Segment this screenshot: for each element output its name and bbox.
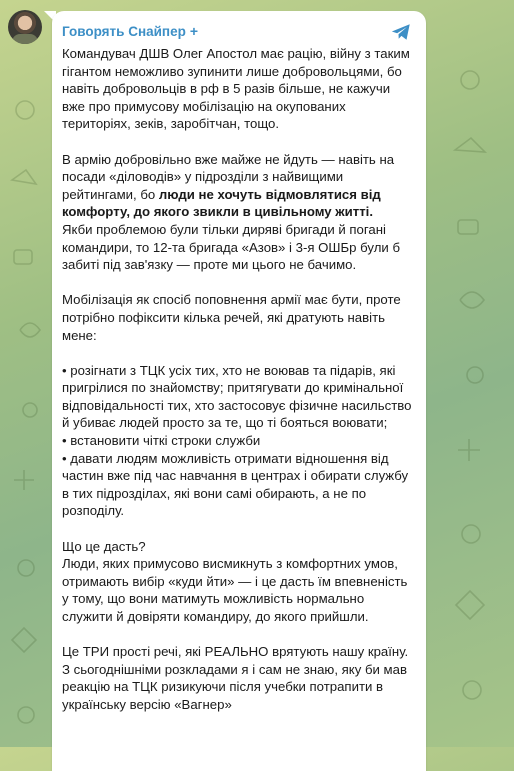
question-line: Що це дасть? bbox=[62, 538, 146, 554]
paragraph-2-bold: люди не хочуть відмовлятися від комфорту, до якого звикли в цивільному житті. bbox=[62, 186, 381, 220]
message-text bbox=[62, 45, 412, 714]
paragraph-4: Люди, яких примусово висмикнуть з комфортних умов, отримають вибір «куди йти» — і це дасть їм впевненість у тому, що вони матимуть можливість нормально служити й довіряти командиру, до якого прийшли. bbox=[62, 556, 408, 624]
paragraph-2-text: В армію добровільно вже майже не йдуть — навіть на посади «діловодів» у підрозділи з найвищими рейтингами, бо bbox=[62, 151, 395, 202]
paragraph-2-continued: Якби проблемою були тільки диряві бригади й погані командири, то 12-та бригада «Азов» і 3-я ОШБр були б забиті під зав'язку — проте ми цього не бачимо. bbox=[62, 221, 400, 273]
avatar-uniform bbox=[12, 34, 38, 44]
paragraph-2 bbox=[62, 151, 412, 221]
bullet-item-3: • давати людям можливість отримати відношення від частин вже під час навчання в центрах і обирати службу в тих підрозділах, які вони самі обирають, а не по розподілу. bbox=[62, 450, 409, 519]
message-header bbox=[62, 22, 412, 40]
channel-avatar[interactable] bbox=[8, 10, 42, 44]
bullet-item-2: • встановити чіткі строки служби bbox=[62, 433, 261, 449]
plus-icon: + bbox=[189, 23, 199, 39]
bullet-item-1: • розігнати з ТЦК усіх тих, хто не воював та підарів, які пригрілися по знайомству; притягувати до кримінальної відповідальності тих, хто застосовує фізичне насильство й убиває людей просто за те, що ті бояться воювати; bbox=[62, 362, 412, 431]
paragraph-5: Це ТРИ прості речі, які РЕАЛЬНО врятують нашу країну. З сьогоднішніми розкладами я і сам не знаю, яку би мав реакцію на ТЦК ризикуючи після учебки потрапити в українську версію «Вагнер» bbox=[62, 644, 409, 712]
channel-name[interactable]: Говорять Снайпер bbox=[62, 23, 186, 39]
telegram-share-icon[interactable] bbox=[390, 21, 412, 43]
message-bubble bbox=[52, 11, 426, 771]
paragraph-3: Мобілізація як спосіб поповнення армії має бути, проте потрібно пофіксити кілька речей, які дратують навіть мене: bbox=[62, 292, 401, 343]
paragraph-1: Командувач ДШВ Олег Апостол має рацію, війну з таким гігантом неможливо зупинити лише добровольцями, бо навіть добровольців в рф в 5 разів більше, не кажучи вже про примусову мобілізацію на окупованих територіях, зеків, заробітчан, тощо. bbox=[62, 46, 410, 132]
